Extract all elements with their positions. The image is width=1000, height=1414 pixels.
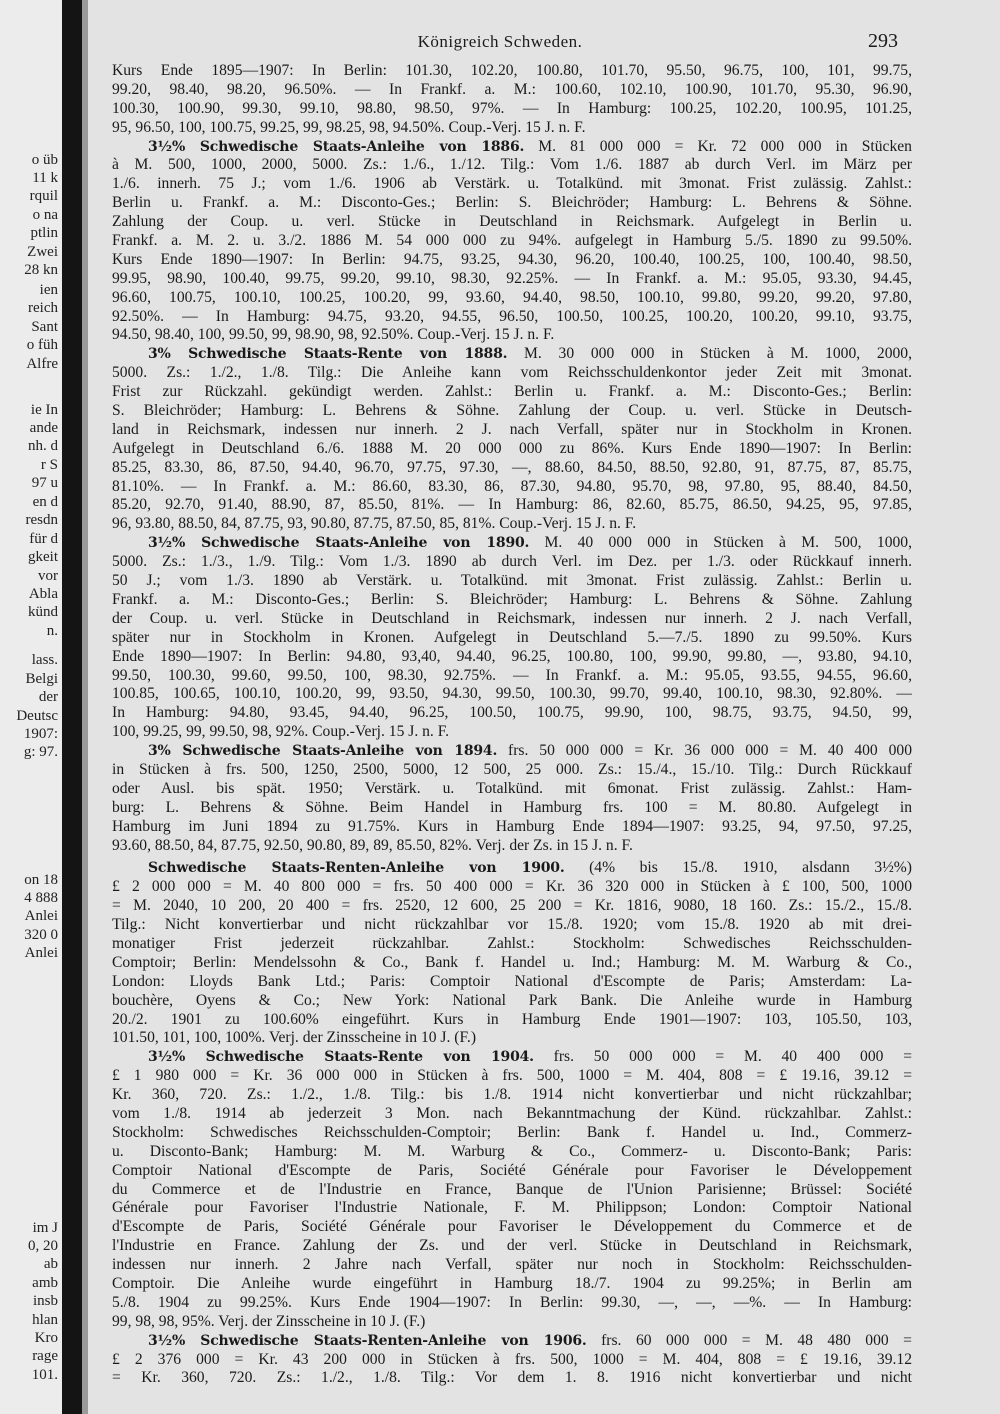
text-line <box>112 364 912 383</box>
text-line <box>112 459 912 478</box>
facing-page-fragment: ptlin <box>30 225 58 241</box>
facing-page-fragment: 4 888 <box>24 890 58 906</box>
text-line <box>112 62 912 81</box>
line-text: der Coup. u. verl. Stücke in Deutschland in Reichsmark, indessen nur innerh. 2 J. nach Verfall, <box>112 609 912 627</box>
text-line <box>112 1237 912 1256</box>
line-text: später nur in Stockholm in Kronen. Aufgelegt in Deutschland 5.—7./5. 1890 zu 99.50%. Kurs <box>112 628 912 646</box>
line-text: Aufgelegt in Deutschland 6./6. 1888 M. 20 000 000 zu 86%. Kurs Ende 1890—1907: In Berlin: <box>112 439 912 457</box>
text-line <box>112 270 912 289</box>
facing-page-fragment: o na <box>32 207 58 223</box>
line-text: M. 30 000 000 in Stücken à M. 1000, 2000, <box>507 345 912 363</box>
text-line <box>112 1124 912 1143</box>
facing-page-fragment: resdn <box>25 512 58 528</box>
text-line <box>112 761 912 780</box>
text-line <box>112 610 912 629</box>
facing-page-fragment: ande <box>29 420 58 436</box>
text-line <box>112 572 912 591</box>
line-text: Générale pour Favoriser l'Industrie Nationale, F. M. Philippson; London: Comptoir National <box>112 1199 912 1217</box>
line-text: 85.25, 83.30, 86, 87.50, 94.40, 96.70, 97.75, 97.30, —, 88.60, 84.50, 88.50, 92.80, 91, 87.75, 87, 85.75, <box>112 458 912 476</box>
text-line <box>112 402 912 421</box>
text-line <box>112 629 912 648</box>
line-text: 50 J.; vom 1./3. 1890 ab Verstärk. u. Totalkünd. mit 3monat. Frist zulässig. Zahlst.: Berlin u. <box>112 572 912 590</box>
book-binding-shadow <box>62 0 82 1414</box>
facing-page-fragment: n. <box>46 623 58 639</box>
loan-title: 3½% Schwedische Staats-Rente von 1904. <box>148 1049 534 1066</box>
line-text: oder Ausl. bis spät. 1950; Verstärk. u. Totalkünd. mit 6monat. Frist zulässig. Zahlst.: Ham- <box>112 779 912 797</box>
facing-page-fragment: der <box>38 689 58 705</box>
section-heading-line <box>112 742 912 761</box>
text-line <box>112 251 912 270</box>
line-text: Frankf. a. M. 2. u. 3./2. 1886 M. 54 000 000 zu 94%. aufgelegt in Hamburg 5./5. 1890 zu 99.50%. <box>112 232 912 250</box>
facing-page-fragment: 101. <box>31 1367 58 1383</box>
text-line <box>112 1029 912 1048</box>
page-body-text <box>112 62 912 1388</box>
text-line <box>112 1256 912 1275</box>
line-text: £ 2 000 000 = M. 40 800 000 = frs. 50 400 000 = Kr. 36 320 000 in Stücken à £ 100, 500, 1000 <box>112 878 912 896</box>
line-text: 95, 96.50, 100, 100.75, 99.25, 99, 98.25, 98, 94.50%. Coup.-Verj. 15 J. n. F. <box>112 118 586 136</box>
facing-page-fragment: reich <box>28 300 58 316</box>
text-line <box>112 1067 912 1086</box>
facing-page-fragment: Kro <box>34 1330 58 1346</box>
text-line <box>112 799 912 818</box>
section-heading-line <box>112 859 912 878</box>
line-text: vom 1./8. 1914 ab jederzeit 3 Mon. nach Bekanntmachung der Künd. rückzahlbar. Zahlst.: <box>112 1104 912 1122</box>
text-line <box>112 1351 912 1370</box>
text-line <box>112 973 912 992</box>
text-line <box>112 194 912 213</box>
line-text: 20./2. 1901 zu 100.60% eingeführt. Kurs in Hamburg Ende 1901—1907: 103, 105.50, 103, <box>112 1010 912 1028</box>
line-text: frs. 50 000 000 = Kr. 36 000 000 = M. 40 400 000 <box>497 742 912 760</box>
line-text: M. 81 000 000 = Kr. 72 000 000 in Stücken <box>524 137 912 155</box>
facing-page-fragment: Zwei <box>27 244 58 260</box>
facing-page-fragment: 320 0 <box>24 927 58 943</box>
line-text: £ 2 376 000 = Kr. 43 200 000 in Stücken à frs. 500, 1000 = M. 404, 808 = £ 19.16, 39.12 <box>112 1350 912 1368</box>
text-line <box>112 992 912 1011</box>
text-line <box>112 667 912 686</box>
line-text: l'Industrie en France. Zahlung der Zs. und der verl. Stücke in Deutschland in Reichsmark, <box>112 1237 912 1255</box>
text-line <box>112 326 912 345</box>
line-text: 5./8. 1904 zu 99.25%. Kurs Ende 1904—1907: In Berlin: 99.30, —, —, —%. — In Hamburg: <box>112 1293 912 1311</box>
text-line <box>112 916 912 935</box>
text-line <box>112 818 912 837</box>
text-line <box>112 478 912 497</box>
facing-page-fragment: rquil <box>29 188 58 204</box>
text-line <box>112 119 912 138</box>
section-heading-line <box>112 534 912 553</box>
facing-page-fragment: r S <box>40 457 58 473</box>
text-line <box>112 1294 912 1313</box>
text-line <box>112 1369 912 1388</box>
text-line <box>112 1086 912 1105</box>
line-text: Comptoir National d'Escompte de Paris, Société Générale pour Favoriser le Développement <box>112 1161 912 1179</box>
line-text: = Kr. 360, 720. Zs.: 1./2., 1./8. Tilg.: Vor dem 1. 8. 1916 nicht konvertierbar und nicht <box>112 1369 912 1387</box>
line-text: 96.60, 100.75, 100.10, 100.25, 100.20, 99, 93.60, 94.40, 98.50, 100.10, 99.80, 99.20, 99.20, 97.80, <box>112 288 912 306</box>
line-text: burg: L. Behrens & Söhne. Beim Handel in Hamburg frs. 100 = M. 80.80. Aufgelegt in <box>112 798 912 816</box>
facing-page-fragment: amb <box>32 1275 58 1291</box>
line-text: 99, 98, 98, 95%. Verj. der Zinsscheine in 10 J. (F.) <box>112 1312 426 1330</box>
text-line <box>112 175 912 194</box>
text-line <box>112 897 912 916</box>
text-line <box>112 213 912 232</box>
facing-page-fragment: o üb <box>31 152 58 168</box>
facing-page-fragment: ie In <box>30 402 58 418</box>
loan-title: Schwedische Staats-Renten-Anleihe von 1900. <box>148 860 565 877</box>
text-line <box>112 81 912 100</box>
facing-page-fragment: Sant <box>31 319 58 335</box>
line-text: 5000. Zs.: 1./2., 1./8. Tilg.: Die Anleihe kann vom Reichsschuldenkontor jeder Zeit mit 3monat. <box>112 364 912 382</box>
facing-page-fragment: 97 u <box>31 475 58 491</box>
line-text: M. 40 000 000 in Stücken à M. 500, 1000, <box>529 534 912 552</box>
text-line <box>112 1162 912 1181</box>
line-text: bouchère, Oyens & Co.; New York: National Park Bank. Die Anleihe wurde in Hamburg <box>112 991 912 1009</box>
text-line <box>112 1105 912 1124</box>
line-text: 99.50, 100.30, 99.60, 99.50, 100, 98.30, 92.75%. — In Frankf. a. M.: 95.05, 93.55, 94.55, 96.60, <box>112 666 912 684</box>
text-line <box>112 308 912 327</box>
text-line <box>112 156 912 175</box>
facing-page-fragment: o füh <box>26 337 58 353</box>
facing-page-fragment: nh. d <box>28 438 58 454</box>
text-line <box>112 421 912 440</box>
line-text: Comptoir; Berlin: Mendelssohn & Co., Bank f. Handel u. Ind.; Hamburg: M. M. Warburg & Co., <box>112 953 912 971</box>
text-line <box>112 1143 912 1162</box>
line-text: Frankf. a. M.: Disconto-Ges.; Berlin: S. Bleichröder; Hamburg: L. Behrens & Söhne. Zahlung <box>112 590 912 608</box>
text-line <box>112 954 912 973</box>
loan-title: 3½% Schwedische Staats-Renten-Anleihe von 1906. <box>148 1332 587 1349</box>
facing-page-fragment: rage <box>32 1348 58 1364</box>
facing-page-fragment: hlan <box>32 1312 58 1328</box>
text-line <box>112 1181 912 1200</box>
line-text: Hamburg im Juni 1894 zu 91.75%. Kurs in Hamburg Ende 1894—1907: 93.25, 94, 97.50, 97.25, <box>112 817 912 835</box>
line-text: monatiger Frist jederzeit rückzahlbar. Zahlst.: Stockholm: Schwedisches Reichsschulden- <box>112 934 912 952</box>
running-head: Königreich Schweden. <box>417 32 583 51</box>
line-text: Comptoir. Die Anleihe wurde eingeführt in Hamburg 18./7. 1904 zu 99.25%; in Berlin am <box>112 1275 912 1292</box>
text-line <box>112 1011 912 1030</box>
line-text: Stockholm: Schwedisches Reichsschulden-Comptoir; Berlin: Bank f. Handel u. Ind., Commerz- <box>112 1123 912 1141</box>
facing-page-fragment: ien <box>39 282 58 298</box>
line-text: 81.10%. — In Frankf. a. M.: 86.60, 83.30, 86, 87.30, 94.80, 95.70, 98, 97.80, 95, 88.40, 84.50, <box>112 477 912 495</box>
facing-page-fragment: für d <box>29 531 58 547</box>
line-text: u. Disconto-Bank; Hamburg: M. M. Warburg & Co., Commerz- u. Disconto-Bank; Paris: <box>112 1142 912 1160</box>
line-text: frs. 50 000 000 = M. 40 400 000 = <box>533 1048 912 1066</box>
section-heading-line <box>112 138 912 157</box>
text-line <box>112 553 912 572</box>
facing-page-fragment: Anlei <box>24 945 58 961</box>
facing-page-fragment: 11 k <box>32 170 58 186</box>
line-text: à M. 500, 1000, 2000, 5000. Zs.: 1./6., 1./12. Tilg.: Vom 1./6. 1887 ab durch Verl. im März per <box>112 156 912 174</box>
text-line <box>112 496 912 515</box>
line-text: 99.95, 98.90, 100.40, 99.75, 99.20, 99.10, 98.30, 92.25%. — In Frankf. a. M.: 95.05, 93.30, 94.45, <box>112 269 912 287</box>
line-text: frs. 60 000 000 = M. 48 480 000 = <box>586 1331 912 1349</box>
text-line <box>112 100 912 119</box>
line-text: 94.50, 98.40, 100, 99.50, 99, 98.90, 98, 92.50%. Coup.-Verj. 15 J. n. F. <box>112 326 555 344</box>
text-line <box>112 289 912 308</box>
facing-page-fragment: Deutsc <box>16 708 58 724</box>
facing-page-fragment: lass. <box>31 652 58 668</box>
text-line <box>112 1275 912 1294</box>
facing-page-fragment: Belgi <box>25 671 58 687</box>
line-text: in Stücken à frs. 500, 1250, 2500, 5000, 12 500, 25 000. Zs.: 15./4., 15./10. Tilg.: Durch Rückkauf <box>112 760 912 778</box>
line-text: 93.60, 88.50, 84, 87.75, 92.50, 90.80, 89, 89, 85.50, 82%. Verj. der Zs. in 15 J. n. F. <box>112 836 633 854</box>
text-line <box>112 780 912 799</box>
facing-page-fragment: insb <box>32 1293 58 1309</box>
facing-page-fragment: 0, 20 <box>28 1238 58 1254</box>
line-text: Frist zur Rückzahl. gekündigt werden. Zahlst.: Berlin u. Frankf. a. M.: Disconto-Ges.; Berlin: <box>112 383 912 401</box>
facing-page-fragment: Alfre <box>26 356 58 372</box>
line-text: (4% bis 15./8. 1910, alsdann 3½%) <box>564 859 912 877</box>
line-text: 100, 99.25, 99, 99.50, 98, 92%. Coup.-Verj. 15 J. n. F. <box>112 723 450 741</box>
text-line <box>112 704 912 723</box>
facing-page-edge <box>0 0 62 1414</box>
facing-page-fragment: en d <box>32 494 58 510</box>
line-text: 99.20, 98.40, 98.20, 96.50%. — In Frankf. a. M.: 100.60, 102.10, 100.90, 101.70, 95.30, 96.90, <box>112 80 912 98</box>
text-line <box>112 878 912 897</box>
facing-page-fragment: 28 kn <box>24 262 58 278</box>
text-line <box>112 591 912 610</box>
section-heading-line <box>112 1332 912 1351</box>
text-line <box>112 515 912 534</box>
line-text: Ende 1890—1907: In Berlin: 94.80, 93,40, 94.40, 96.25, 100.80, 100, 99.90, 99.80, —, 93.80, 94.10, <box>112 647 912 665</box>
text-line <box>112 440 912 459</box>
loan-title: 3½% Schwedische Staats-Anleihe von 1890. <box>148 535 530 552</box>
line-text: 5000. Zs.: 1./3., 1./9. Tilg.: Vom 1./3. 1890 ab durch Verl. im Dez. per 1./3. oder Rückkauf innerh. <box>112 553 912 571</box>
text-line <box>112 232 912 251</box>
line-text: S. Bleichröder; Hamburg: L. Behrens & Söhne. Zahlung der Coup. u. verl. Stücke in Deutsch- <box>112 402 912 420</box>
page-gutter <box>82 0 88 1414</box>
line-text: 100.85, 100.65, 100.10, 100.20, 99, 93.50, 94.30, 99.50, 100.30, 99.70, 99.40, 100.10, 98.30, 92.80%. — <box>112 685 912 703</box>
line-text: d'Escompte de Paris, Société Générale pour Favoriser le Développement du Commerce et de <box>112 1218 912 1236</box>
facing-page-fragment: on 18 <box>24 872 58 888</box>
facing-page-fragment: 1907: <box>23 726 58 742</box>
section-heading-line <box>112 345 912 364</box>
line-text: indessen nur innerh. 2 Jahre nach Verfall, später nur noch in Stockholm: Reichsschulden- <box>112 1256 912 1274</box>
section-heading-line <box>112 1048 912 1067</box>
line-text: 101.50, 101, 100, 100%. Verj. der Zinsscheine in 10 J. (F.) <box>112 1029 477 1047</box>
facing-page-fragment: Abla <box>28 586 58 602</box>
line-text: Zahlung der Coup. u. verl. Stücke in Deutschland in Reichsmark. Aufgelegt in Berlin u. <box>112 213 912 231</box>
text-line <box>112 1199 912 1218</box>
line-text: 1./6. innerh. 75 J.; vom 1./6. 1906 ab Verstärk. u. Totalkünd. mit 3monat. Frist zulässig. Zahlst.: <box>112 175 912 193</box>
facing-page-fragment: ab <box>43 1256 58 1272</box>
facing-page-fragment: im J <box>32 1220 58 1236</box>
line-text: In Hamburg: 94.80, 93.45, 94.40, 96.25, 100.50, 100.75, 99.90, 100, 98.75, 93.75, 94.50, 99, <box>112 704 912 722</box>
line-text: 100.30, 100.90, 99.30, 99.10, 98.80, 98.50, 97%. — In Hamburg: 100.25, 102.20, 100.95, 101.25, <box>112 99 912 117</box>
line-text: = M. 2040, 10 200, 20 400 = frs. 2520, 12 600, 25 200 = Kr. 1816, 9080, 18 160. Zs.: 15./2., 15./8. <box>112 897 912 915</box>
line-text: Berlin u. Frankf. a. M.: Disconto-Ges.; Berlin: S. Bleichröder; Hamburg: L. Behrens & Söhne. <box>112 194 912 212</box>
line-text: du Commerce et de l'Industrie en France, Banque de l'Union Parisienne; Brüssel: Société <box>112 1180 912 1198</box>
line-text: 92.50%. — In Hamburg: 94.75, 93.20, 94.55, 96.50, 100.50, 100.25, 100.20, 100.20, 99.10, 93.75, <box>112 307 912 325</box>
facing-page-fragment: Anlei <box>24 908 58 924</box>
text-line <box>112 935 912 954</box>
page-number: 293 <box>868 30 898 52</box>
text-line <box>112 723 912 742</box>
text-line <box>112 685 912 704</box>
line-text: 85.20, 92.70, 91.40, 88.90, 87, 85.50, 81%. — In Hamburg: 86, 82.60, 85.75, 86.50, 94.25, 95, 97.85, <box>112 496 912 514</box>
line-text: London: Lloyds Bank Ltd.; Paris: Comptoir National d'Escompte de Paris; Amsterdam: La- <box>112 972 912 990</box>
loan-title: 3% Schwedische Staats-Anleihe von 1894. <box>148 743 498 760</box>
line-text: Kurs Ende 1895—1907: In Berlin: 101.30, 102.20, 100.80, 101.70, 95.50, 96.75, 100, 101, 99.75, <box>112 62 912 79</box>
line-text: £ 1 980 000 = Kr. 36 000 000 in Stücken à frs. 500, 1000 = M. 404, 808 = £ 19.16, 39.12 = <box>112 1067 912 1085</box>
text-line <box>112 1218 912 1237</box>
line-text: Kurs Ende 1890—1907: In Berlin: 94.75, 93.25, 94.30, 96.20, 100.40, 100.25, 100, 100.40, 98.50, <box>112 250 912 268</box>
facing-page-fragment: g: 97. <box>23 744 58 760</box>
facing-page-fragment: künd <box>28 604 58 620</box>
loan-title: 3½% Schwedische Staats-Anleihe von 1886. <box>148 138 525 155</box>
facing-page-fragment: vor <box>38 568 58 584</box>
text-line <box>112 383 912 402</box>
text-line <box>112 837 912 856</box>
facing-page-fragment: gkeit <box>28 549 58 565</box>
text-line <box>112 1313 912 1332</box>
line-text: Kr. 360, 720. Zs.: 1./2., 1./8. Tilg.: bis 1./8. 1914 nicht konvertierbar und nicht rückzahlbar; <box>112 1086 912 1104</box>
line-text: Tilg.: Nicht konvertierbar und nicht rückzahlbar vor 15./8. 1920; vom 15./8. 1920 ab mit drei- <box>112 916 912 934</box>
text-line <box>112 648 912 667</box>
line-text: 96, 93.80, 88.50, 84, 87.75, 93, 90.80, 87.75, 87.50, 85, 81%. Coup.-Verj. 15 J. n. F. <box>112 515 637 533</box>
loan-title: 3% Schwedische Staats-Rente von 1888. <box>148 346 508 363</box>
line-text: land in Reichsmark, indessen nur innerh. 2 J. nach Verfall, später nur in Stockholm in Kronen. <box>112 420 912 438</box>
